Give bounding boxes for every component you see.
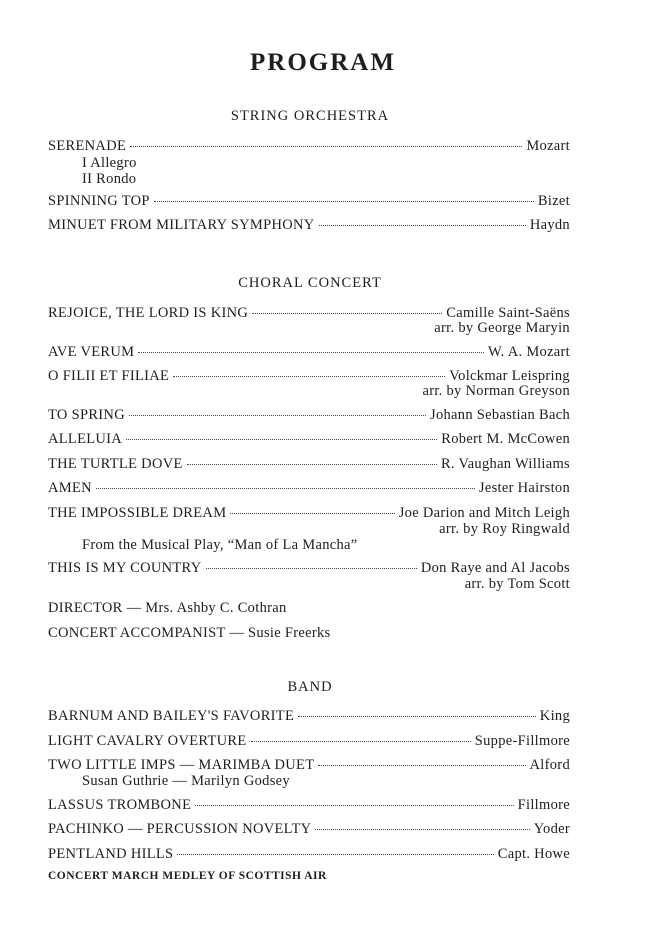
program-entry-amen: [48, 480, 570, 500]
dot-leader: [318, 765, 525, 766]
composer: Bizet: [537, 193, 570, 209]
program-entry-lassus-trombone: [48, 797, 570, 817]
program-entry-spinning-top: [48, 193, 570, 213]
piece-title: AMEN: [48, 480, 92, 496]
piece-title: SERENADE: [48, 138, 127, 154]
composer: R. Vaughan Williams: [440, 456, 570, 472]
composer: Suppe-Fillmore: [474, 733, 570, 749]
dot-leader: [130, 146, 522, 147]
program-entry-ave-verum: [48, 344, 570, 364]
arranger: arr. by George Maryin: [434, 320, 570, 336]
director-credit: DIRECTOR — Mrs. Ashby C. Cothran: [48, 600, 287, 616]
movement-1: I Allegro: [82, 155, 137, 171]
piece-title: SPINNING TOP: [48, 193, 150, 209]
piece-title: TO SPRING: [48, 407, 125, 423]
program-entry-barnum: [48, 708, 570, 728]
dot-leader: [206, 568, 417, 569]
dot-leader: [96, 488, 475, 489]
piece-title: THIS IS MY COUNTRY: [48, 560, 202, 576]
composer: Fillmore: [517, 797, 570, 813]
dot-leader: [126, 439, 437, 440]
movement-2: II Rondo: [82, 171, 137, 187]
dot-leader: [251, 741, 471, 742]
dot-leader: [252, 313, 442, 314]
dot-leader: [298, 716, 536, 717]
dot-leader: [138, 352, 484, 353]
composer: Mozart: [526, 138, 570, 154]
composer: King: [539, 708, 570, 724]
section-heading-string-orchestra: STRING ORCHESTRA: [230, 108, 390, 124]
composer: Johann Sebastian Bach: [430, 407, 570, 423]
accompanist-credit: CONCERT ACCOMPANIST — Susie Freerks: [48, 625, 331, 641]
piece-title: O FILII ET FILIAE: [48, 368, 170, 384]
piece-title: THE IMPOSSIBLE DREAM: [48, 505, 227, 521]
program-entry-minuet: [48, 217, 570, 237]
arranger: arr. by Norman Greyson: [422, 383, 570, 399]
program-entry-pachinko: [48, 821, 570, 841]
dot-leader: [319, 225, 526, 226]
composer: Don Raye and Al Jacobs: [420, 560, 570, 576]
piece-title: LIGHT CAVALRY OVERTURE: [48, 733, 247, 749]
piece-title: PENTLAND HILLS: [48, 846, 174, 862]
piece-title: THE TURTLE DOVE: [48, 456, 183, 472]
arranger: arr. by Roy Ringwald: [439, 521, 570, 537]
page-title: PROGRAM: [250, 49, 396, 76]
program-entry-light-cavalry: [48, 733, 570, 753]
section-heading-choral-concert: CHORAL CONCERT: [238, 275, 382, 291]
composer: Haydn: [529, 217, 570, 233]
piece-title: MINUET FROM MILITARY SYMPHONY: [48, 217, 315, 233]
concert-march-line: CONCERT MARCH MEDLEY OF SCOTTISH AIR: [48, 870, 327, 882]
dot-leader: [154, 201, 534, 202]
performers: Susan Guthrie — Marilyn Godsey: [82, 773, 290, 789]
composer: Camille Saint-Saëns: [446, 305, 570, 321]
program-entry-pentland-hills: [48, 846, 570, 866]
program-entry-to-spring: [48, 407, 570, 427]
composer: Joe Darion and Mitch Leigh: [398, 505, 570, 521]
composer: Robert M. McCowen: [441, 431, 570, 447]
dot-leader: [195, 805, 513, 806]
program-entry-alleluia: [48, 431, 570, 451]
piece-title: ALLELUIA: [48, 431, 123, 447]
composer: Alford: [529, 757, 570, 773]
piece-title: TWO LITTLE IMPS — MARIMBA DUET: [48, 757, 315, 773]
piece-title: AVE VERUM: [48, 344, 135, 360]
dot-leader: [315, 829, 529, 830]
composer: Capt. Howe: [497, 846, 570, 862]
composer: W. A. Mozart: [488, 344, 570, 360]
arranger: arr. by Tom Scott: [464, 576, 570, 592]
piece-title: PACHINKO — PERCUSSION NOVELTY: [48, 821, 312, 837]
piece-title: LASSUS TROMBONE: [48, 797, 192, 813]
section-heading-band: BAND: [287, 679, 333, 695]
dot-leader: [129, 415, 426, 416]
composer: Jester Hairston: [478, 480, 570, 496]
piece-title: BARNUM AND BAILEY'S FAVORITE: [48, 708, 295, 724]
program-entry-turtle-dove: [48, 456, 570, 476]
source-note: From the Musical Play, “Man of La Mancha”: [82, 537, 358, 553]
dot-leader: [230, 513, 394, 514]
dot-leader: [173, 376, 445, 377]
composer: Volckmar Leispring: [449, 368, 570, 384]
dot-leader: [177, 854, 493, 855]
dot-leader: [187, 464, 437, 465]
piece-title: REJOICE, THE LORD IS KING: [48, 305, 249, 321]
composer: Yoder: [533, 821, 570, 837]
